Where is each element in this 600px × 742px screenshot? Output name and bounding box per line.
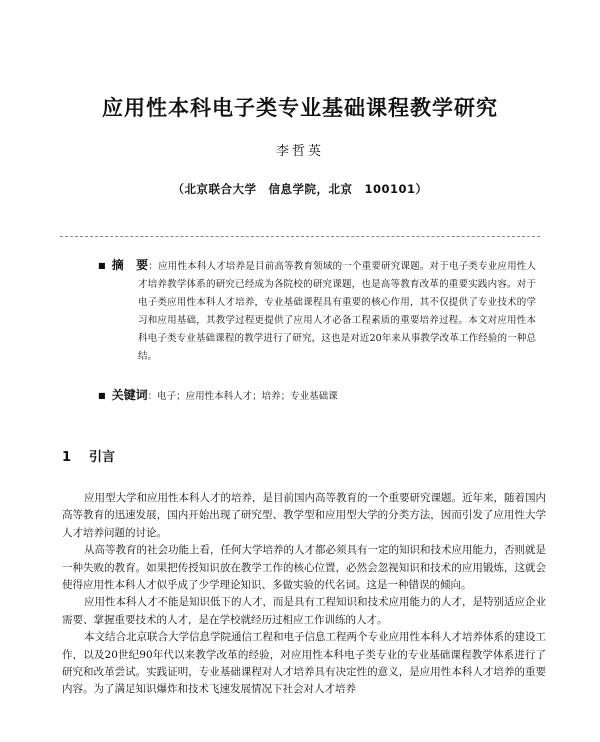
- abstract-label: 摘 要: [111, 258, 149, 272]
- section-title: 引言: [89, 450, 116, 465]
- body-paragraph: 应用性本科人才不能是知识低下的人才，而是具有工程知识和技术应用能力的人才，是特别适应企业需要、掌握重要技术的人才，是在学校就经历过相应工作训练的人才。: [62, 596, 546, 626]
- body-text: [62, 490, 546, 699]
- body-paragraph: 应用型大学和应用性本科人才的培养，是目前国内高等教育的一个重要研究课题。近年来，随着国内高等教育的迅速发展，国内开始出现了研究型、教学型和应用型大学的分类方法，因而引发了应用性大学人才培养问题的讨论。: [62, 492, 546, 539]
- paper-title: 应用性本科电子类专业基础课程教学研究: [102, 96, 498, 120]
- section-heading: [62, 446, 115, 465]
- abstract-text: 应用性本科人才培养是目前高等教育领域的一个重要研究课题。对于电子类专业应用性人才培养教学体系的研究已经成为各院校的研究课题，也是高等教育改革的重要实践内容。对于电子类应用性本科人才培养，专业基础课程具有重要的核心作用，其不仅提供了专业技术的学习和应用基础，其教学过程更提供了应用人才必备工程素质的重要培养过程。本文对应用性本科电子类专业基础课程的教学进行了研究，这也是对近20年来从事教学改革工作经验的一种总结。: [138, 261, 536, 362]
- abstract-paragraph: [98, 256, 536, 366]
- square-bullet-icon: ■: [98, 261, 106, 270]
- author-affiliation: （北京联合大学 信息学院，北京 100101）: [172, 182, 428, 196]
- author-name: 李哲英: [275, 144, 324, 159]
- keywords-colon: ：: [147, 391, 158, 402]
- header-divider: [60, 236, 540, 237]
- section-number: 1: [62, 450, 72, 465]
- abstract-colon: ：: [148, 261, 159, 272]
- keywords-block: [98, 386, 536, 406]
- keywords-label: 关键词: [111, 388, 148, 402]
- square-bullet-icon: ■: [98, 391, 106, 400]
- body-paragraph: 从高等教育的社会功能上看，任何大学培养的人才都必须具有一定的知识和技术应用能力，否则就是一种失败的教育。如果把传授知识放在教学工作的核心位置，必然会忽视知识和技术的应用锻炼，这就会使得应用性本科人才似乎成了少学理论知识、多做实验的代名词。这是一种错误的倾向。: [62, 544, 546, 592]
- body-paragraph: 本文结合北京联合大学信息学院通信工程和电子信息工程两个专业应用性本科人才培养体系的建设工作，以及20世纪90年代以来教学改革的经验，对应用性本科电子类专业的专业基础课程教学体系进行了研究和改革尝试。实践证明，专业基础课程对人才培养具有决定性的意义，是应用性本科人才培养的重要内容。为了满足知识爆炸和技术飞速发展情况下社会对人才培养: [62, 631, 546, 696]
- abstract-block: [98, 256, 536, 366]
- keywords-text: 电子；应用性本科人才；培养；专业基础课: [157, 391, 338, 402]
